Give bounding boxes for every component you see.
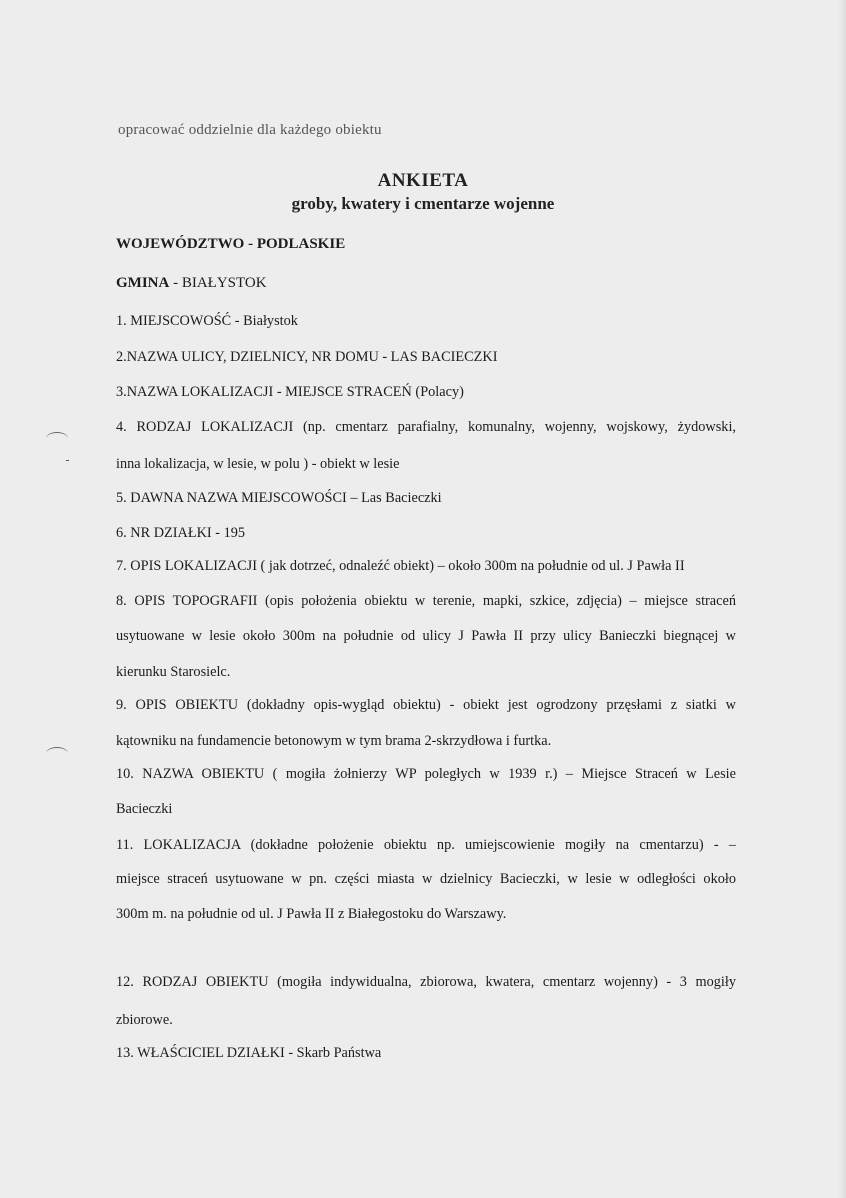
item-12-line-2: zbiorowe. — [116, 1012, 173, 1028]
item-11-line-2: miejsce straceń usytuowane w pn. części miasta w dzielnicy Bacieczki, w lesie w odległości około — [116, 871, 736, 887]
item-8-line-2: usytuowane w lesie około 300m na południe od ulicy J Pawła II przy ulicy Banieczki biegnącej w — [116, 628, 736, 644]
item-1: 1. MIEJSCOWOŚĆ - Białystok — [116, 313, 298, 329]
document-title: ANKIETA — [377, 170, 469, 191]
item-11-line-3: 300m m. na południe od ul. J Pawła II z Białegostoku do Warszawy. — [116, 906, 507, 922]
item-8-line-3: kierunku Starosielc. — [116, 664, 231, 680]
scan-speck — [66, 460, 69, 461]
punch-hole-mark — [46, 747, 68, 760]
item-3: 3.NAZWA LOKALIZACJI - MIEJSCE STRACEŃ (Polacy) — [116, 384, 464, 400]
item-13: 13. WŁAŚCICIEL DZIAŁKI - Skarb Państwa — [116, 1045, 382, 1061]
document-subtitle: groby, kwatery i cmentarze wojenne — [291, 194, 555, 213]
item-5: 5. DAWNA NAZWA MIEJSCOWOŚCI – Las Bacieczki — [116, 490, 442, 506]
gmina-line — [116, 275, 267, 292]
item-6: 6. NR DZIAŁKI - 195 — [116, 525, 246, 541]
item-12-line-1: 12. RODZAJ OBIEKTU (mogiła indywidualna, zbiorowa, kwatera, cmentarz wojenny) - 3 mogiły — [116, 974, 736, 990]
item-7: 7. OPIS LOKALIZACJI ( jak dotrzeć, odnaleźć obiekt) – około 300m na południe od ul. J Pawła II — [116, 558, 685, 574]
item-4-line-1: 4. RODZAJ LOKALIZACJI (np. cmentarz parafialny, komunalny, wojenny, wojskowy, żydowski, — [116, 419, 736, 435]
item-9-line-1: 9. OPIS OBIEKTU (dokładny opis-wygląd obiektu) - obiekt jest ogrodzony przęsłami z siatki w — [116, 697, 736, 713]
item-2: 2.NAZWA ULICY, DZIELNICY, NR DOMU - LAS BACIECZKI — [116, 349, 498, 365]
item-11-line-1: 11. LOKALIZACJA (dokładne położenie obiektu np. umiejscowienie mogiły na cmentarzu) - – — [116, 837, 736, 853]
item-10-line-2: Bacieczki — [116, 801, 173, 817]
punch-hole-mark — [46, 432, 68, 445]
header-note: opracować oddzielnie dla każdego obiektu — [118, 122, 382, 138]
gmina-label: GMINA — [116, 275, 170, 291]
voivodeship-line: WOJEWÓDZTWO - PODLASKIE — [116, 236, 346, 252]
item-8-line-1: 8. OPIS TOPOGRAFII (opis położenia obiektu w terenie, mapki, szkice, zdjęcia) – miejsce straceń — [116, 593, 736, 609]
item-10-line-1: 10. NAZWA OBIEKTU ( mogiła żołnierzy WP poległych w 1939 r.) – Miejsce Straceń w Lesie — [116, 766, 736, 782]
gmina-value: - BIAŁYSTOK — [169, 275, 267, 291]
item-9-line-2: kątowniku na fundamencie betonowym w tym brama 2-skrzydłowa i furtka. — [116, 733, 552, 749]
item-4-line-2: inna lokalizacja, w lesie, w polu ) - obiekt w lesie — [116, 456, 400, 472]
